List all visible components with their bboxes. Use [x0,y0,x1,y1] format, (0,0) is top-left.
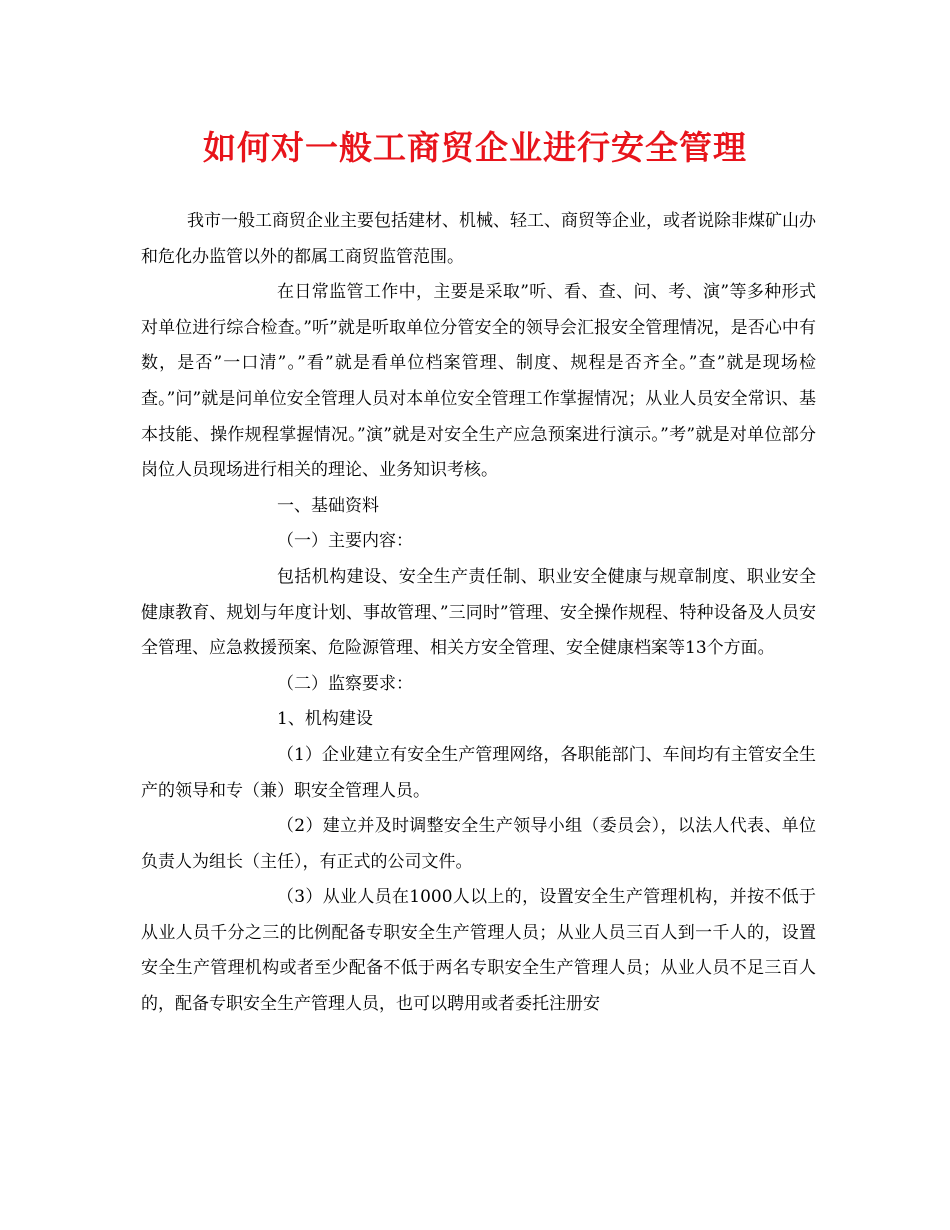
paragraph-intro: 我市一般工商贸企业主要包括建材、机械、轻工、商贸等企业，或者说除非煤矿山办和危化办监管以外的都属工商贸监管范围。 [141,211,816,267]
section-heading-basic-materials: 一、基础资料 [277,495,379,516]
document-title: 如何对一般工商贸企业进行安全管理 [203,128,747,167]
paragraph-main-content: 包括机构建设、安全生产责任制、职业安全健康与规章制度、职业安全健康教育、规划与年度计划、事故管理、”三同时”管理、安全操作规程、特种设备及人员安全管理、应急救援预案、危险源管理、相关方安全管理、安全健康档案等13个方面。 [141,566,816,659]
paragraph-item-2: （2）建立并及时调整安全生产领导小组（委员会），以法人代表、单位负责人为组长（主任），有正式的公司文件。 [141,816,816,872]
paragraph-inspection-methods: 在日常监管工作中，主要是采取”听、看、查、问、考、演”等多种形式对单位进行综合检查。”听”就是听取单位分管安全的领导会汇报安全管理情况，是否心中有数，是否”一口清”。”看”就是看单位档案管理、制度、规程是否齐全。”查”就是现场检查。”问”就是问单位安全管理人员对本单位安全管理工作掌握情况；从业人员安全常识、基本技能、操作规程掌握情况。”演”就是对安全生产应急预案进行演示。”考”就是对单位部分岗位人员现场进行相关的理论、业务知识考核。 [141,282,816,481]
paragraph-item-1: （1）企业建立有安全生产管理网络，各职能部门、车间均有主管安全生产的领导和专（兼）职安全管理人员。 [141,744,816,801]
subsection-heading-supervision-requirements: （二）监察要求： [277,673,413,694]
subsection-heading-main-content: （一）主要内容： [277,531,413,552]
item-heading-organization: 1、机构建设 [277,709,373,730]
document-body [141,204,816,1023]
paragraph-item-3: （3）从业人员在1000人以上的，设置安全生产管理机构，并按不低于从业人员千分之三的比例配备专职安全生产管理人员；从业人员三百人到一千人的，设置安全生产管理机构或者至少配备不低于两名专职安全生产管理人员；从业人员不足三百人的，配备专职安全生产管理人员，也可以聘用或者委托注册安 [141,887,816,1015]
